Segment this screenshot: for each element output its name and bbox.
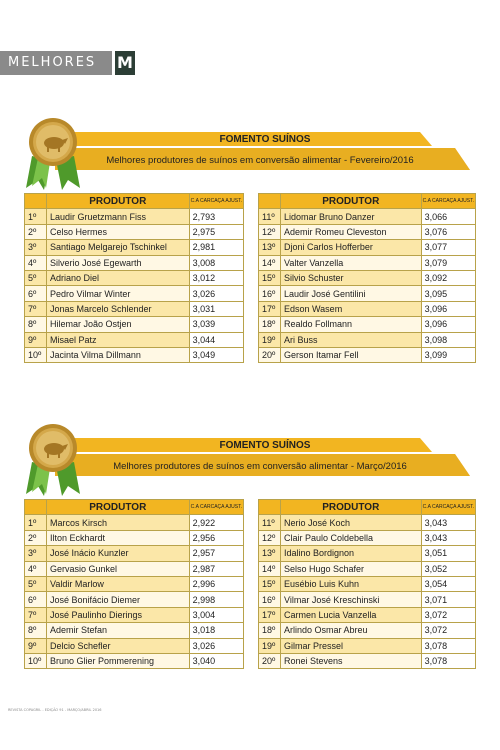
producer-column-header: PRODUTOR — [47, 194, 190, 209]
rank-cell: 20º — [259, 653, 281, 668]
table-row — [25, 270, 244, 285]
table-row — [259, 347, 476, 362]
table-row — [259, 255, 476, 270]
producer-name-cell: Gervasio Gunkel — [47, 561, 190, 576]
producer-name-cell: Djoni Carlos Hofferber — [281, 240, 422, 255]
rank-cell: 13º — [259, 240, 281, 255]
table-row — [25, 332, 244, 347]
conversion-value-cell: 2,998 — [189, 592, 243, 607]
pos-header — [25, 500, 47, 515]
table-row — [25, 607, 244, 622]
page-footer: REVISTA COPAGRIL - EDIÇÃO 91 - MARÇO/ABRIL 2016 — [8, 708, 102, 712]
rank-cell: 7º — [25, 301, 47, 316]
table-row — [259, 317, 476, 332]
banner-title: FOMENTO SUÍNOS — [219, 134, 311, 145]
producer-name-cell: Nerio José Koch — [281, 515, 422, 530]
conversion-value-cell: 3,077 — [421, 240, 475, 255]
producer-name-cell: José Bonifácio Diemer — [47, 592, 190, 607]
table-row — [25, 530, 244, 545]
conversion-value-cell: 3,096 — [421, 317, 475, 332]
producer-name-cell: Laudir Gruetzmann Fiss — [47, 209, 190, 224]
conversion-value-cell: 3,072 — [421, 623, 475, 638]
pos-header — [259, 500, 281, 515]
conversion-value-cell: 3,054 — [421, 576, 475, 591]
rank-cell: 11º — [259, 515, 281, 530]
rank-cell: 15º — [259, 576, 281, 591]
table-row — [259, 530, 476, 545]
producer-name-cell: Vilmar José Kreschinski — [281, 592, 422, 607]
conversion-value-cell: 3,079 — [421, 255, 475, 270]
producer-name-cell: Jacinta Vilma Dillmann — [47, 347, 190, 362]
rank-cell: 18º — [259, 317, 281, 332]
conversion-value-cell: 3,051 — [421, 546, 475, 561]
medal-pig-icon — [18, 422, 88, 502]
rank-cell: 1º — [25, 515, 47, 530]
rank-cell: 11º — [259, 209, 281, 224]
rank-cell: 17º — [259, 607, 281, 622]
producer-name-cell: Ilton Eckhardt — [47, 530, 190, 545]
producer-name-cell: Idalino Bordignon — [281, 546, 422, 561]
producer-name-cell: Celso Hermes — [47, 224, 190, 239]
conversion-value-cell: 3,043 — [421, 515, 475, 530]
rank-cell: 12º — [259, 530, 281, 545]
rank-cell: 3º — [25, 240, 47, 255]
table-row — [25, 317, 244, 332]
conversion-value-cell: 3,040 — [189, 653, 243, 668]
medal-pig-icon — [18, 116, 88, 196]
rank-cell: 9º — [25, 638, 47, 653]
rank-cell: 8º — [25, 317, 47, 332]
producer-name-cell: Clair Paulo Coldebella — [281, 530, 422, 545]
producer-name-cell: Carmen Lucia Vanzella — [281, 607, 422, 622]
conversion-value-cell: 3,031 — [189, 301, 243, 316]
producer-name-cell: Laudir José Gentilini — [281, 286, 422, 301]
conversion-value-cell: 3,099 — [421, 347, 475, 362]
rank-cell: 20º — [259, 347, 281, 362]
conversion-value-cell: 3,044 — [189, 332, 243, 347]
rank-cell: 4º — [25, 255, 47, 270]
table-row — [259, 240, 476, 255]
value-column-header: C.A CARCAÇA AJUST. — [421, 500, 475, 515]
producer-name-cell: Bruno Glier Pommerening — [47, 653, 190, 668]
table-row — [25, 301, 244, 316]
conversion-value-cell: 2,793 — [189, 209, 243, 224]
table-row — [259, 607, 476, 622]
rank-cell: 19º — [259, 638, 281, 653]
banner-title: FOMENTO SUÍNOS — [219, 440, 311, 451]
banner-subtitle: Melhores produtores de suínos em conversão alimentar - Fevereiro/2016 — [106, 155, 414, 166]
table-row — [25, 638, 244, 653]
conversion-value-cell: 3,049 — [189, 347, 243, 362]
rank-cell: 16º — [259, 286, 281, 301]
ranking-table-left — [24, 193, 244, 363]
producer-name-cell: Selso Hugo Schafer — [281, 561, 422, 576]
conversion-value-cell: 2,922 — [189, 515, 243, 530]
producer-name-cell: Ademir Stefan — [47, 623, 190, 638]
table-row — [259, 286, 476, 301]
producer-name-cell: Delcio Schefler — [47, 638, 190, 653]
conversion-value-cell: 3,026 — [189, 638, 243, 653]
section-header-label: MELHORES — [8, 55, 97, 70]
rank-cell: 2º — [25, 530, 47, 545]
producer-name-cell: José Paulinho Dierings — [47, 607, 190, 622]
table-row — [25, 286, 244, 301]
conversion-value-cell: 3,072 — [421, 607, 475, 622]
producer-name-cell: Pedro Vilmar Winter — [47, 286, 190, 301]
rank-cell: 9º — [25, 332, 47, 347]
table-row — [25, 209, 244, 224]
pos-header — [259, 194, 281, 209]
producer-name-cell: Adriano Diel — [47, 270, 190, 285]
ranking-table-left — [24, 499, 244, 669]
conversion-value-cell: 3,052 — [421, 561, 475, 576]
rank-cell: 7º — [25, 607, 47, 622]
ranking-table-right — [258, 193, 476, 363]
rank-cell: 5º — [25, 576, 47, 591]
conversion-value-cell: 3,078 — [421, 653, 475, 668]
table-row — [25, 546, 244, 561]
value-column-header: C.A CARCAÇA AJUST. — [189, 194, 243, 209]
rank-cell: 5º — [25, 270, 47, 285]
producer-name-cell: Hilemar João Ostjen — [47, 317, 190, 332]
conversion-value-cell: 2,957 — [189, 546, 243, 561]
producer-name-cell: Gerson Itamar Fell — [281, 347, 422, 362]
conversion-value-cell: 3,008 — [189, 255, 243, 270]
table-row — [25, 240, 244, 255]
rank-cell: 1º — [25, 209, 47, 224]
conversion-value-cell: 3,078 — [421, 638, 475, 653]
table-row — [259, 653, 476, 668]
producer-name-cell: Valter Vanzella — [281, 255, 422, 270]
conversion-value-cell: 3,092 — [421, 270, 475, 285]
producer-name-cell: Jonas Marcelo Schlender — [47, 301, 190, 316]
conversion-value-cell: 2,996 — [189, 576, 243, 591]
table-row — [259, 270, 476, 285]
conversion-value-cell: 3,071 — [421, 592, 475, 607]
producer-column-header: PRODUTOR — [281, 500, 422, 515]
producer-column-header: PRODUTOR — [47, 500, 190, 515]
rank-cell: 14º — [259, 561, 281, 576]
table-row — [259, 623, 476, 638]
conversion-value-cell: 2,975 — [189, 224, 243, 239]
value-column-header: C.A CARCAÇA AJUST. — [421, 194, 475, 209]
conversion-value-cell: 3,096 — [421, 301, 475, 316]
rank-cell: 6º — [25, 286, 47, 301]
conversion-value-cell: 3,004 — [189, 607, 243, 622]
section-header-bar — [0, 51, 112, 75]
table-row — [259, 576, 476, 591]
rank-cell: 10º — [25, 653, 47, 668]
magazine-logo: M — [115, 51, 135, 75]
table-row — [259, 332, 476, 347]
table-row — [259, 592, 476, 607]
conversion-value-cell: 3,026 — [189, 286, 243, 301]
conversion-value-cell: 3,043 — [421, 530, 475, 545]
producer-name-cell: Misael Patz — [47, 332, 190, 347]
table-row — [259, 546, 476, 561]
producer-name-cell: Edson Wasem — [281, 301, 422, 316]
producer-name-cell: Arlindo Osmar Abreu — [281, 623, 422, 638]
producer-column-header: PRODUTOR — [281, 194, 422, 209]
conversion-value-cell: 3,098 — [421, 332, 475, 347]
producer-name-cell: Lidomar Bruno Danzer — [281, 209, 422, 224]
conversion-value-cell: 2,981 — [189, 240, 243, 255]
conversion-value-cell: 2,956 — [189, 530, 243, 545]
rank-cell: 6º — [25, 592, 47, 607]
table-row — [25, 592, 244, 607]
producer-name-cell: Silvio Schuster — [281, 270, 422, 285]
producer-name-cell: Silverio José Egewarth — [47, 255, 190, 270]
table-row — [25, 255, 244, 270]
rank-cell: 14º — [259, 255, 281, 270]
producer-name-cell: José Inácio Kunzler — [47, 546, 190, 561]
producer-name-cell: Ademir Romeu Cleveston — [281, 224, 422, 239]
rank-cell: 3º — [25, 546, 47, 561]
table-row — [259, 515, 476, 530]
rank-cell: 17º — [259, 301, 281, 316]
table-row — [259, 209, 476, 224]
rank-cell: 10º — [25, 347, 47, 362]
producer-name-cell: Ari Buss — [281, 332, 422, 347]
rank-cell: 8º — [25, 623, 47, 638]
conversion-value-cell: 3,012 — [189, 270, 243, 285]
producer-name-cell: Realdo Follmann — [281, 317, 422, 332]
rank-cell: 4º — [25, 561, 47, 576]
producer-name-cell: Ronei Stevens — [281, 653, 422, 668]
producer-name-cell: Santiago Melgarejo Tschinkel — [47, 240, 190, 255]
producer-name-cell: Gilmar Pressel — [281, 638, 422, 653]
conversion-value-cell: 3,066 — [421, 209, 475, 224]
conversion-value-cell: 3,039 — [189, 317, 243, 332]
conversion-value-cell: 3,095 — [421, 286, 475, 301]
table-row — [259, 224, 476, 239]
rank-cell: 15º — [259, 270, 281, 285]
conversion-value-cell: 3,076 — [421, 224, 475, 239]
table-row — [25, 576, 244, 591]
rank-cell: 16º — [259, 592, 281, 607]
producer-name-cell: Marcos Kirsch — [47, 515, 190, 530]
ranking-table-right — [258, 499, 476, 669]
rank-cell: 12º — [259, 224, 281, 239]
conversion-value-cell: 2,987 — [189, 561, 243, 576]
table-row — [259, 638, 476, 653]
table-row — [25, 347, 244, 362]
table-row — [25, 653, 244, 668]
rank-cell: 18º — [259, 623, 281, 638]
table-row — [25, 224, 244, 239]
rank-cell: 2º — [25, 224, 47, 239]
table-row — [25, 561, 244, 576]
producer-name-cell: Valdir Marlow — [47, 576, 190, 591]
banner-subtitle: Melhores produtores de suínos em conversão alimentar - Março/2016 — [113, 461, 407, 472]
rank-cell: 13º — [259, 546, 281, 561]
conversion-value-cell: 3,018 — [189, 623, 243, 638]
rank-cell: 19º — [259, 332, 281, 347]
table-row — [259, 301, 476, 316]
pos-header — [25, 194, 47, 209]
table-row — [25, 623, 244, 638]
value-column-header: C.A CARCAÇA AJUST. — [189, 500, 243, 515]
producer-name-cell: Eusébio Luis Kuhn — [281, 576, 422, 591]
table-row — [259, 561, 476, 576]
table-row — [25, 515, 244, 530]
